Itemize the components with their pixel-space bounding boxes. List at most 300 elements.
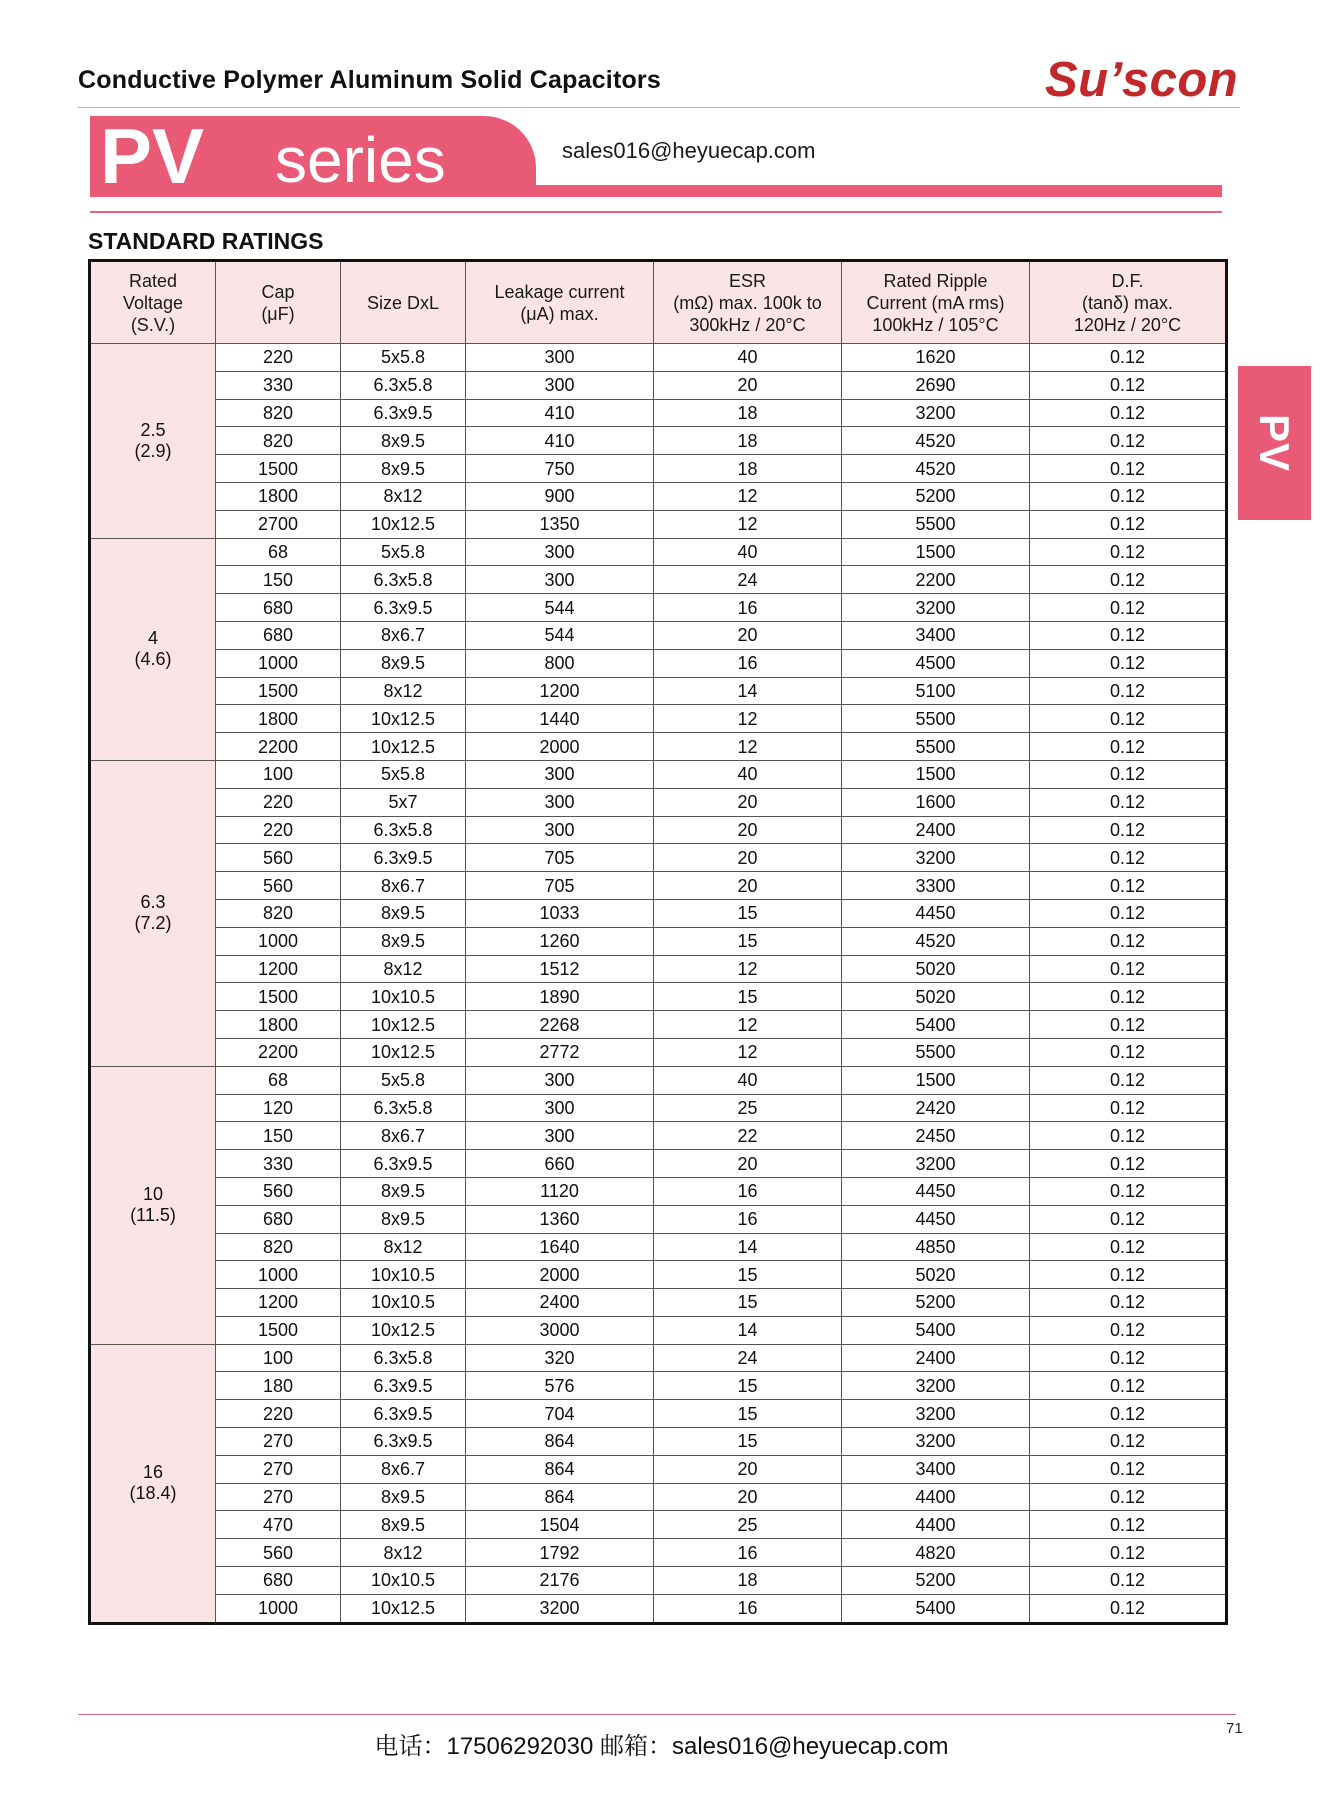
size-cell: 8x12 xyxy=(341,677,466,705)
df-cell: 0.12 xyxy=(1030,955,1227,983)
ripple-cell: 1500 xyxy=(842,1066,1030,1094)
size-cell: 6.3x5.8 xyxy=(341,566,466,594)
df-cell: 0.12 xyxy=(1030,510,1227,538)
esr-cell: 15 xyxy=(654,1428,842,1456)
leakage-cell: 800 xyxy=(466,649,654,677)
esr-cell: 40 xyxy=(654,760,842,788)
leakage-cell: 2000 xyxy=(466,733,654,761)
table-row xyxy=(90,344,1227,372)
table-row xyxy=(90,1094,1227,1122)
cap-cell: 1500 xyxy=(216,677,341,705)
leakage-cell: 1033 xyxy=(466,899,654,927)
cap-cell: 330 xyxy=(216,1150,341,1178)
df-cell: 0.12 xyxy=(1030,844,1227,872)
ripple-cell: 3200 xyxy=(842,1150,1030,1178)
table-row xyxy=(90,1567,1227,1595)
rated-voltage-cell xyxy=(90,344,216,539)
ripple-cell: 1500 xyxy=(842,538,1030,566)
table-row xyxy=(90,1539,1227,1567)
size-cell: 8x6.7 xyxy=(341,872,466,900)
cap-cell: 560 xyxy=(216,1177,341,1205)
ripple-cell: 5500 xyxy=(842,733,1030,761)
esr-cell: 24 xyxy=(654,1344,842,1372)
esr-cell: 12 xyxy=(654,1011,842,1039)
leakage-cell: 1640 xyxy=(466,1233,654,1261)
column-header-line: 120Hz / 20°C xyxy=(1073,314,1182,335)
leakage-cell: 1440 xyxy=(466,705,654,733)
df-cell: 0.12 xyxy=(1030,1400,1227,1428)
df-cell: 0.12 xyxy=(1030,1483,1227,1511)
table-row xyxy=(90,538,1227,566)
cap-cell: 1000 xyxy=(216,927,341,955)
ripple-cell: 5200 xyxy=(842,482,1030,510)
esr-cell: 16 xyxy=(654,1177,842,1205)
column-header-line: Voltage xyxy=(122,292,184,313)
leakage-cell: 300 xyxy=(466,566,654,594)
surge-voltage-value: (4.6) xyxy=(134,649,172,670)
df-cell: 0.12 xyxy=(1030,371,1227,399)
table-row xyxy=(90,594,1227,622)
esr-cell: 24 xyxy=(654,566,842,594)
size-cell: 10x10.5 xyxy=(341,1567,466,1595)
size-cell: 5x5.8 xyxy=(341,538,466,566)
ripple-cell: 4850 xyxy=(842,1233,1030,1261)
leakage-cell: 544 xyxy=(466,594,654,622)
df-cell: 0.12 xyxy=(1030,872,1227,900)
leakage-cell: 864 xyxy=(466,1428,654,1456)
size-cell: 8x6.7 xyxy=(341,621,466,649)
esr-cell: 15 xyxy=(654,1372,842,1400)
cap-cell: 150 xyxy=(216,566,341,594)
esr-cell: 22 xyxy=(654,1122,842,1150)
esr-cell: 14 xyxy=(654,677,842,705)
cap-cell: 220 xyxy=(216,344,341,372)
leakage-cell: 2400 xyxy=(466,1289,654,1317)
df-cell: 0.12 xyxy=(1030,983,1227,1011)
cap-cell: 2200 xyxy=(216,1038,341,1066)
leakage-cell: 300 xyxy=(466,816,654,844)
esr-cell: 16 xyxy=(654,594,842,622)
leakage-cell: 660 xyxy=(466,1150,654,1178)
cap-cell: 560 xyxy=(216,1539,341,1567)
table-row xyxy=(90,1233,1227,1261)
ripple-cell: 5500 xyxy=(842,1038,1030,1066)
df-cell: 0.12 xyxy=(1030,455,1227,483)
ripple-cell: 4520 xyxy=(842,927,1030,955)
leakage-cell: 705 xyxy=(466,872,654,900)
table-row xyxy=(90,983,1227,1011)
size-cell: 8x9.5 xyxy=(341,427,466,455)
voltage-value: 16 xyxy=(142,1462,164,1483)
column-header-line: 300kHz / 20°C xyxy=(689,314,806,335)
leakage-cell: 1200 xyxy=(466,677,654,705)
cap-cell: 270 xyxy=(216,1428,341,1456)
cap-cell: 220 xyxy=(216,816,341,844)
cap-cell: 820 xyxy=(216,899,341,927)
ripple-cell: 4450 xyxy=(842,1177,1030,1205)
ripple-cell: 1620 xyxy=(842,344,1030,372)
leakage-cell: 864 xyxy=(466,1483,654,1511)
header-divider xyxy=(78,107,1240,108)
size-cell: 10x10.5 xyxy=(341,1289,466,1317)
leakage-cell: 2176 xyxy=(466,1567,654,1595)
size-cell: 8x12 xyxy=(341,482,466,510)
leakage-cell: 576 xyxy=(466,1372,654,1400)
leakage-cell: 1504 xyxy=(466,1511,654,1539)
ripple-cell: 4500 xyxy=(842,649,1030,677)
rated-voltage-cell xyxy=(90,1344,216,1623)
cap-cell: 470 xyxy=(216,1511,341,1539)
esr-cell: 15 xyxy=(654,899,842,927)
table-header-row xyxy=(90,261,1227,344)
cap-cell: 120 xyxy=(216,1094,341,1122)
table-row xyxy=(90,1455,1227,1483)
column-header-line: Cap xyxy=(261,281,295,302)
cap-cell: 1000 xyxy=(216,649,341,677)
df-cell: 0.12 xyxy=(1030,1177,1227,1205)
df-cell: 0.12 xyxy=(1030,344,1227,372)
leakage-cell: 410 xyxy=(466,399,654,427)
size-cell: 5x7 xyxy=(341,788,466,816)
df-cell: 0.12 xyxy=(1030,1011,1227,1039)
esr-cell: 15 xyxy=(654,927,842,955)
table-row xyxy=(90,955,1227,983)
table-row xyxy=(90,482,1227,510)
esr-cell: 20 xyxy=(654,1483,842,1511)
column-header-esr xyxy=(654,261,842,344)
column-header-line: (S.V.) xyxy=(130,314,176,335)
series-banner-bar xyxy=(90,185,1222,197)
ripple-cell: 5500 xyxy=(842,510,1030,538)
cap-cell: 820 xyxy=(216,1233,341,1261)
column-header-line: ESR xyxy=(728,270,766,291)
cap-cell: 150 xyxy=(216,1122,341,1150)
esr-cell: 20 xyxy=(654,816,842,844)
ripple-cell: 5400 xyxy=(842,1316,1030,1344)
esr-cell: 16 xyxy=(654,1205,842,1233)
esr-cell: 16 xyxy=(654,1539,842,1567)
column-header-rated-voltage xyxy=(90,261,216,344)
series-code: PV xyxy=(100,112,205,200)
size-cell: 8x12 xyxy=(341,1539,466,1567)
df-cell: 0.12 xyxy=(1030,1428,1227,1456)
surge-voltage-value: (7.2) xyxy=(134,913,172,934)
df-cell: 0.12 xyxy=(1030,1344,1227,1372)
cap-cell: 680 xyxy=(216,1205,341,1233)
esr-cell: 25 xyxy=(654,1511,842,1539)
table-row xyxy=(90,566,1227,594)
df-cell: 0.12 xyxy=(1030,1233,1227,1261)
ripple-cell: 5400 xyxy=(842,1011,1030,1039)
ripple-cell: 4520 xyxy=(842,427,1030,455)
footer-divider xyxy=(78,1714,1236,1715)
voltage-value: 6.3 xyxy=(140,892,166,913)
table-row xyxy=(90,1400,1227,1428)
cap-cell: 270 xyxy=(216,1455,341,1483)
esr-cell: 40 xyxy=(654,1066,842,1094)
cap-cell: 560 xyxy=(216,872,341,900)
ripple-cell: 2450 xyxy=(842,1122,1030,1150)
df-cell: 0.12 xyxy=(1030,399,1227,427)
leakage-cell: 750 xyxy=(466,455,654,483)
size-cell: 10x10.5 xyxy=(341,1261,466,1289)
size-cell: 8x12 xyxy=(341,1233,466,1261)
table-row xyxy=(90,816,1227,844)
leakage-cell: 704 xyxy=(466,1400,654,1428)
df-cell: 0.12 xyxy=(1030,1261,1227,1289)
table-row xyxy=(90,677,1227,705)
leakage-cell: 300 xyxy=(466,1066,654,1094)
esr-cell: 15 xyxy=(654,1261,842,1289)
esr-cell: 15 xyxy=(654,983,842,1011)
size-cell: 6.3x9.5 xyxy=(341,1150,466,1178)
size-cell: 10x12.5 xyxy=(341,510,466,538)
df-cell: 0.12 xyxy=(1030,899,1227,927)
table-row xyxy=(90,1038,1227,1066)
esr-cell: 12 xyxy=(654,705,842,733)
table-row xyxy=(90,1122,1227,1150)
column-header-line: (μF) xyxy=(261,303,295,324)
column-header-df xyxy=(1030,261,1227,344)
cap-cell: 820 xyxy=(216,399,341,427)
table-row xyxy=(90,1344,1227,1372)
table-row xyxy=(90,788,1227,816)
size-cell: 10x12.5 xyxy=(341,1011,466,1039)
esr-cell: 16 xyxy=(654,1594,842,1623)
ripple-cell: 4520 xyxy=(842,455,1030,483)
ripple-cell: 1500 xyxy=(842,760,1030,788)
df-cell: 0.12 xyxy=(1030,677,1227,705)
esr-cell: 18 xyxy=(654,1567,842,1595)
size-cell: 6.3x9.5 xyxy=(341,594,466,622)
table-row xyxy=(90,1511,1227,1539)
table-row xyxy=(90,1594,1227,1623)
size-cell: 6.3x5.8 xyxy=(341,1344,466,1372)
size-cell: 6.3x5.8 xyxy=(341,371,466,399)
ripple-cell: 3300 xyxy=(842,872,1030,900)
cap-cell: 1200 xyxy=(216,1289,341,1317)
size-cell: 6.3x5.8 xyxy=(341,816,466,844)
cap-cell: 100 xyxy=(216,1344,341,1372)
ripple-cell: 3400 xyxy=(842,1455,1030,1483)
df-cell: 0.12 xyxy=(1030,621,1227,649)
size-cell: 10x12.5 xyxy=(341,1316,466,1344)
cap-cell: 220 xyxy=(216,1400,341,1428)
column-header-line: D.F. xyxy=(1111,270,1144,291)
cap-cell: 1500 xyxy=(216,1316,341,1344)
banner-divider xyxy=(90,211,1222,213)
ripple-cell: 3200 xyxy=(842,594,1030,622)
surge-voltage-value: (2.9) xyxy=(134,440,172,461)
document-title: Conductive Polymer Aluminum Solid Capacitors xyxy=(78,66,661,94)
cap-cell: 180 xyxy=(216,1372,341,1400)
column-header-line: Current (mA rms) xyxy=(866,292,1005,313)
leakage-cell: 1360 xyxy=(466,1205,654,1233)
table-row xyxy=(90,899,1227,927)
size-cell: 8x9.5 xyxy=(341,1177,466,1205)
cap-cell: 2700 xyxy=(216,510,341,538)
table-row xyxy=(90,872,1227,900)
table-row xyxy=(90,1483,1227,1511)
ripple-cell: 5500 xyxy=(842,705,1030,733)
cap-cell: 220 xyxy=(216,788,341,816)
df-cell: 0.12 xyxy=(1030,1567,1227,1595)
df-cell: 0.12 xyxy=(1030,566,1227,594)
table-row xyxy=(90,1261,1227,1289)
ripple-cell: 4400 xyxy=(842,1483,1030,1511)
cap-cell: 1800 xyxy=(216,705,341,733)
df-cell: 0.12 xyxy=(1030,594,1227,622)
esr-cell: 20 xyxy=(654,844,842,872)
ripple-cell: 3200 xyxy=(842,399,1030,427)
cap-cell: 2200 xyxy=(216,733,341,761)
df-cell: 0.12 xyxy=(1030,927,1227,955)
leakage-cell: 3000 xyxy=(466,1316,654,1344)
esr-cell: 18 xyxy=(654,455,842,483)
df-cell: 0.12 xyxy=(1030,1205,1227,1233)
size-cell: 8x9.5 xyxy=(341,1205,466,1233)
size-cell: 5x5.8 xyxy=(341,344,466,372)
esr-cell: 20 xyxy=(654,371,842,399)
leakage-cell: 300 xyxy=(466,1122,654,1150)
df-cell: 0.12 xyxy=(1030,1511,1227,1539)
leakage-cell: 300 xyxy=(466,344,654,372)
leakage-cell: 300 xyxy=(466,788,654,816)
leakage-cell: 300 xyxy=(466,538,654,566)
df-cell: 0.12 xyxy=(1030,1455,1227,1483)
df-cell: 0.12 xyxy=(1030,649,1227,677)
cap-cell: 68 xyxy=(216,538,341,566)
size-cell: 8x9.5 xyxy=(341,1511,466,1539)
table-row xyxy=(90,1205,1227,1233)
ripple-cell: 5020 xyxy=(842,983,1030,1011)
esr-cell: 12 xyxy=(654,1038,842,1066)
table-row xyxy=(90,371,1227,399)
ripple-cell: 4450 xyxy=(842,899,1030,927)
page-number: 71 xyxy=(1226,1720,1243,1737)
esr-cell: 40 xyxy=(654,538,842,566)
esr-cell: 20 xyxy=(654,1455,842,1483)
table-row xyxy=(90,844,1227,872)
df-cell: 0.12 xyxy=(1030,705,1227,733)
size-cell: 6.3x9.5 xyxy=(341,1428,466,1456)
leakage-cell: 864 xyxy=(466,1455,654,1483)
size-cell: 8x9.5 xyxy=(341,1483,466,1511)
ripple-cell: 3200 xyxy=(842,1428,1030,1456)
esr-cell: 16 xyxy=(654,649,842,677)
df-cell: 0.12 xyxy=(1030,1094,1227,1122)
leakage-cell: 900 xyxy=(466,482,654,510)
cap-cell: 680 xyxy=(216,1567,341,1595)
leakage-cell: 300 xyxy=(466,760,654,788)
cap-cell: 1000 xyxy=(216,1261,341,1289)
cap-cell: 330 xyxy=(216,371,341,399)
ripple-cell: 4820 xyxy=(842,1539,1030,1567)
cap-cell: 1800 xyxy=(216,1011,341,1039)
esr-cell: 12 xyxy=(654,510,842,538)
leakage-cell: 1512 xyxy=(466,955,654,983)
size-cell: 10x12.5 xyxy=(341,1038,466,1066)
df-cell: 0.12 xyxy=(1030,538,1227,566)
df-cell: 0.12 xyxy=(1030,816,1227,844)
leakage-cell: 300 xyxy=(466,1094,654,1122)
ripple-cell: 5020 xyxy=(842,955,1030,983)
size-cell: 8x9.5 xyxy=(341,455,466,483)
column-header-line: 100kHz / 105°C xyxy=(872,314,999,335)
leakage-cell: 1890 xyxy=(466,983,654,1011)
ripple-cell: 4400 xyxy=(842,1511,1030,1539)
ripple-cell: 5200 xyxy=(842,1567,1030,1595)
ripple-cell: 3200 xyxy=(842,1400,1030,1428)
cap-cell: 680 xyxy=(216,594,341,622)
df-cell: 0.12 xyxy=(1030,1539,1227,1567)
side-tab-label: PV xyxy=(1251,413,1299,473)
leakage-cell: 1350 xyxy=(466,510,654,538)
table-row xyxy=(90,649,1227,677)
esr-cell: 18 xyxy=(654,399,842,427)
ripple-cell: 3200 xyxy=(842,844,1030,872)
column-header-line: Rated xyxy=(128,270,178,291)
table-row xyxy=(90,621,1227,649)
ripple-cell: 2400 xyxy=(842,1344,1030,1372)
cap-cell: 1800 xyxy=(216,482,341,510)
size-cell: 5x5.8 xyxy=(341,1066,466,1094)
esr-cell: 20 xyxy=(654,621,842,649)
cap-cell: 820 xyxy=(216,427,341,455)
rated-voltage-cell xyxy=(90,1066,216,1344)
cap-cell: 1000 xyxy=(216,1594,341,1623)
cap-cell: 1500 xyxy=(216,983,341,1011)
column-header-line: Leakage current xyxy=(494,281,625,302)
table-row xyxy=(90,705,1227,733)
column-header-line: (mΩ) max. 100k to xyxy=(673,292,822,313)
df-cell: 0.12 xyxy=(1030,1150,1227,1178)
cap-cell: 270 xyxy=(216,1483,341,1511)
size-cell: 6.3x9.5 xyxy=(341,844,466,872)
esr-cell: 14 xyxy=(654,1233,842,1261)
leakage-cell: 705 xyxy=(466,844,654,872)
table-row xyxy=(90,1428,1227,1456)
size-cell: 10x12.5 xyxy=(341,733,466,761)
esr-cell: 20 xyxy=(654,788,842,816)
df-cell: 0.12 xyxy=(1030,788,1227,816)
esr-cell: 20 xyxy=(654,1150,842,1178)
cap-cell: 680 xyxy=(216,621,341,649)
column-header-line: (tanδ) max. xyxy=(1081,292,1174,313)
ripple-cell: 3200 xyxy=(842,1372,1030,1400)
esr-cell: 12 xyxy=(654,733,842,761)
leakage-cell: 2772 xyxy=(466,1038,654,1066)
column-header-ripple-current xyxy=(842,261,1030,344)
size-cell: 10x12.5 xyxy=(341,705,466,733)
table-row xyxy=(90,733,1227,761)
banner-email: sales016@heyuecap.com xyxy=(562,138,816,163)
column-header-cap xyxy=(216,261,341,344)
standard-ratings-table xyxy=(88,259,1228,1625)
table-row xyxy=(90,1316,1227,1344)
ripple-cell: 2200 xyxy=(842,566,1030,594)
table-row xyxy=(90,1372,1227,1400)
table-row xyxy=(90,1177,1227,1205)
size-cell: 6.3x9.5 xyxy=(341,1400,466,1428)
table-body xyxy=(90,344,1227,1624)
table-row xyxy=(90,455,1227,483)
brand-logo: Su’scon xyxy=(1045,53,1239,107)
column-header-line: Rated Ripple xyxy=(883,270,988,291)
column-header-line: Size DxL xyxy=(366,292,440,313)
rated-voltage-cell xyxy=(90,760,216,1066)
cap-cell: 1200 xyxy=(216,955,341,983)
